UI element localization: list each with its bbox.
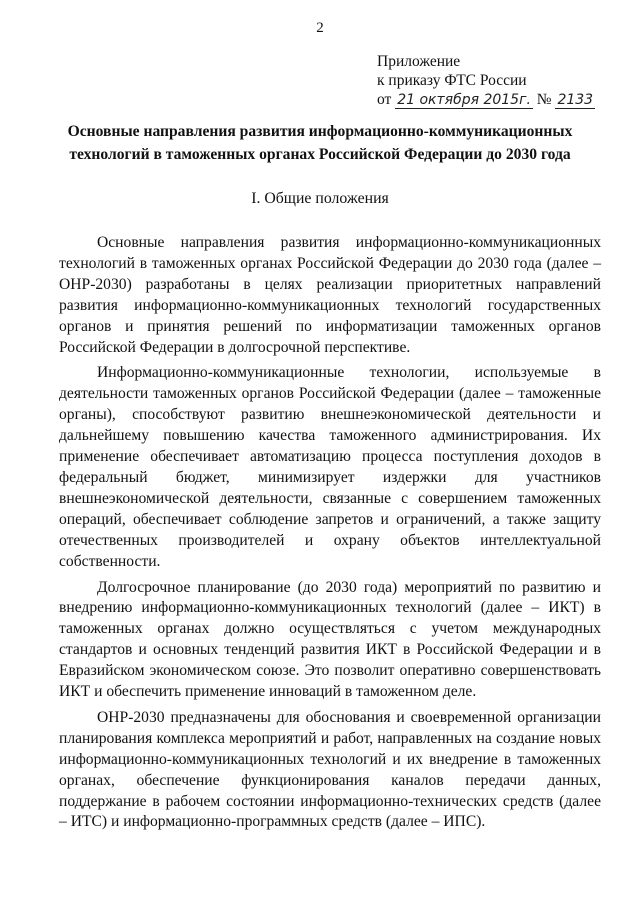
page-number: 2 — [316, 20, 324, 36]
appendix-order-number: 2133 — [557, 92, 594, 108]
appendix-order-reference: к приказу ФТС России — [377, 72, 527, 89]
appendix-number-label: № — [536, 91, 552, 108]
paragraph: Основные направления развития информационно-коммуникационных технологий в таможенных органах Российской Федерации до 2030 года (далее – ОНР-2030) разработаны в целях реализации приоритетных направлений развития информационно-коммуникационных технологий государственных органов и принятия решений по информатизации таможенных органов Российской Федерации в долгосрочной перспективе. — [59, 234, 601, 356]
paragraph: ОНР-2030 предназначены для обоснования и своевременной организации планирования комплекса мероприятий и работ, направленных на создание новых информационно-коммуникационных технологий и их внедрение в таможенных органах, обеспечение функционирования каналов передачи данных, поддержание в рабочем состоянии информационно-технических средств (далее – ИТС) и информационно-программных средств (далее – ИПС). — [59, 708, 601, 831]
appendix-date-prefix: от — [377, 91, 392, 108]
appendix-block — [377, 52, 595, 110]
appendix-order-date-line — [377, 90, 595, 110]
paragraph: Информационно-коммуникационные технологии, используемые в деятельности таможенных органов Российской Федерации (далее – таможенные органы), способствуют развитию внешнеэкономической деятельности и дальнейшему повышению качества таможенного администрирования. Их применение обеспечивает автоматизацию процесса поступления доходов в федеральный бюджет, минимизирует издержки для участников внешнеэкономической деятельности, связанные с совершением таможенных операций, обеспечивает соблюдение запретов и ограничений, а также защиту отечественных производителей и охрану объектов интеллектуальной собственности. — [59, 364, 601, 570]
appendix-label: Приложение — [377, 53, 461, 70]
section-heading: I. Общие положения — [251, 190, 389, 207]
document-title: Основные направления развития информационно-коммуникационных технологий в таможенных органах Российской Федерации до 2030 года — [67, 123, 573, 163]
appendix-order-date: 21 октября 2015г. — [397, 92, 531, 108]
paragraph: Долгосрочное планирование (до 2030 года) мероприятий по развитию и внедрению информационно-коммуникационных технологий (далее – ИКТ) в таможенных органах должно осуществляться с учетом международных стандартов и основных тенденций развития ИКТ в Российской Федерации и в Евразийском экономическом союзе. Это позволит оперативно совершенствовать ИКТ и обеспечить применение инноваций в таможенном деле. — [59, 578, 601, 701]
body-text — [59, 233, 601, 838]
